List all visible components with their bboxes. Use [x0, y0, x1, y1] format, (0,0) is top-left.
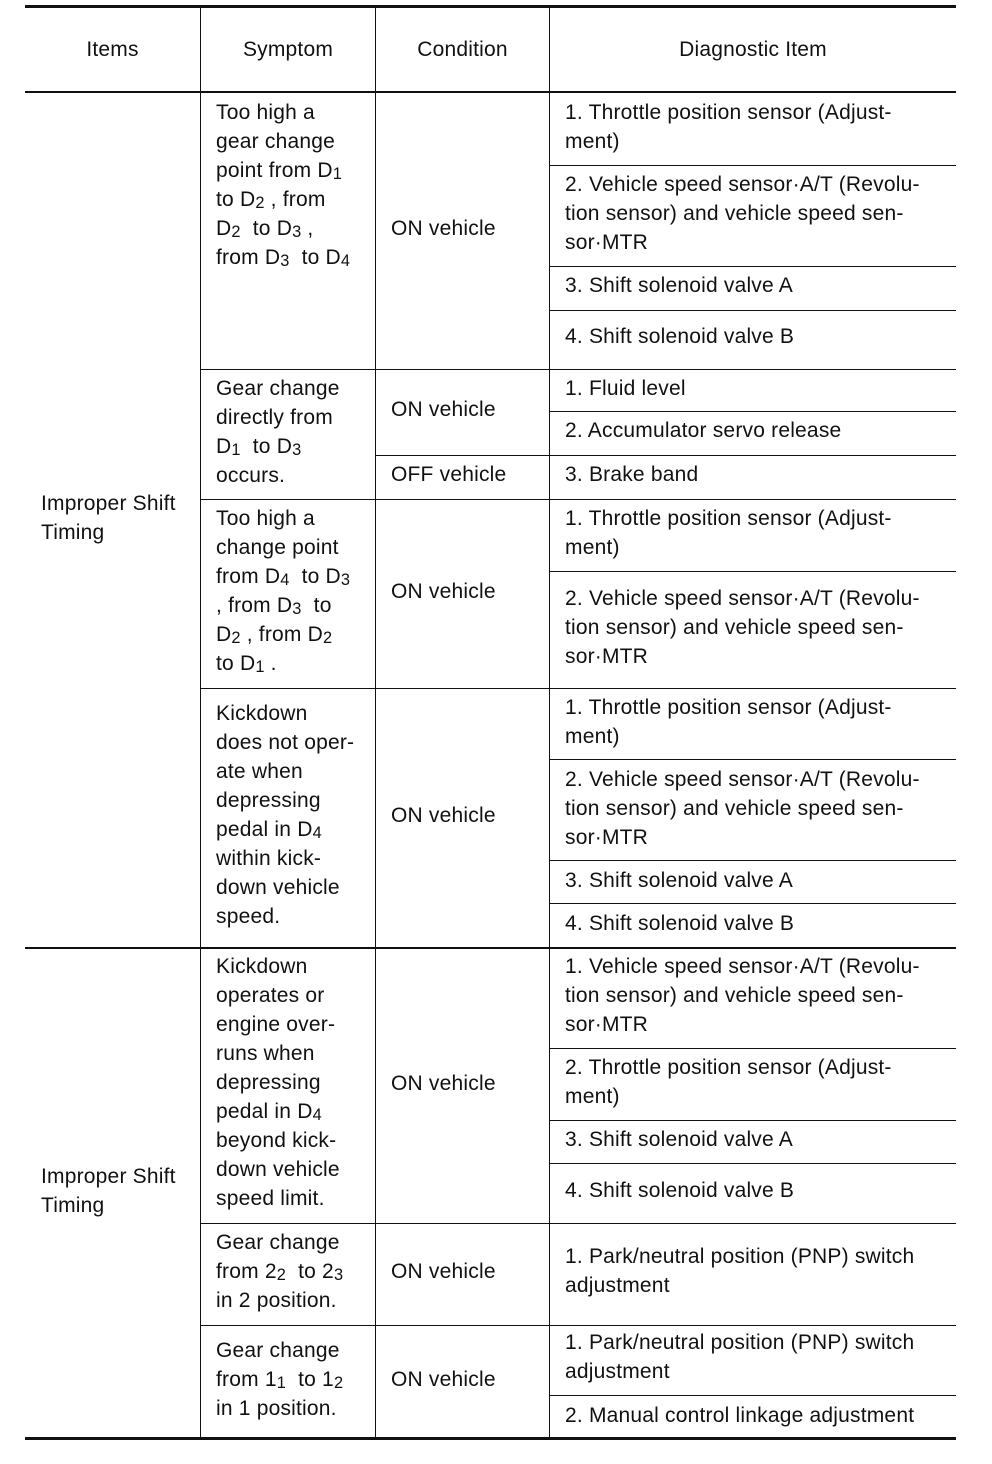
condition-cell: OFF vehicle — [391, 463, 507, 486]
row-rule — [200, 369, 956, 370]
diagnostic-item: 2. Throttle position sensor (Adjust- ment) — [565, 1056, 892, 1108]
diagnostic-item: 1. Throttle position sensor (Adjust- ment) — [565, 507, 892, 559]
condition-cell: ON vehicle — [391, 217, 496, 240]
symptom-cell: Gear change directly from $D_1$ to $D_3$ occurs. — [216, 377, 340, 487]
diagnostic-item: 4. Shift solenoid valve B — [565, 1179, 795, 1202]
diag-rule — [549, 266, 956, 267]
row-rule — [200, 1325, 956, 1326]
diagnostic-item: 1. Throttle position sensor (Adjust- ment) — [565, 101, 892, 153]
diagnostic-item: 2. Vehicle speed sensor·A/T (Revolu- tion sensor) and vehicle speed sen- sor·MTR — [565, 768, 920, 849]
condition-cell: ON vehicle — [391, 804, 496, 827]
diagnostic-item: 2. Manual control linkage adjustment — [565, 1404, 915, 1427]
condition-cell: ON vehicle — [391, 580, 496, 603]
row-rule — [375, 455, 549, 456]
group-divider-rule — [25, 947, 956, 949]
diagnostic-table — [25, 5, 956, 1442]
diag-rule — [549, 903, 956, 904]
condition-cell: ON vehicle — [391, 398, 496, 421]
symptom-cell: Kickdown does not oper- ate when depressing pedal in $D_4$ within kick- down vehicle speed. — [216, 702, 355, 928]
header-condition — [376, 8, 549, 91]
symptom-cell: Too high a change point from $D_4$ to $D_3$ , from $D_3$ to $D_2$ , from $D_2$ to $D_1$ . — [216, 507, 351, 676]
symptom-cell: Gear change from $1_1$ to $1_2$ in 1 position. — [216, 1339, 344, 1420]
diagnostic-item: 1. Vehicle speed sensor·A/T (Revolu- tion sensor) and vehicle speed sen- sor·MTR — [565, 955, 920, 1036]
header-bottom-rule — [25, 91, 956, 93]
diagnostic-item: 2. Accumulator servo release — [565, 419, 842, 442]
condition-cell: ON vehicle — [391, 1260, 496, 1283]
diagnostic-item: 2. Vehicle speed sensor·A/T (Revolu- tion sensor) and vehicle speed sen- sor·MTR — [565, 587, 920, 668]
diag-rule — [549, 571, 956, 572]
row-rule — [200, 1223, 956, 1224]
header-diagnostic-item-label: Diagnostic Item — [679, 38, 827, 61]
symptom-cell: Too high a gear change point from $D_1$ to $D_2$ , from $D_2$ to $D_3$ , from $D_3$ to $D_4$ — [216, 101, 351, 270]
diag-rule — [549, 759, 956, 760]
condition-cell: ON vehicle — [391, 1368, 496, 1391]
table-bottom-rule — [25, 1437, 956, 1440]
items-cell-group-1: Improper Shift Timing — [41, 492, 176, 544]
header-diagnostic-item — [550, 8, 956, 91]
diag-rule — [549, 165, 956, 166]
diagnostic-item: 2. Vehicle speed sensor·A/T (Revolu- tion sensor) and vehicle speed sen- sor·MTR — [565, 173, 920, 254]
diag-rule — [549, 860, 956, 861]
column-rule — [549, 5, 550, 1439]
diag-rule — [549, 1395, 956, 1396]
column-rule — [200, 5, 201, 1439]
diag-rule — [549, 1163, 956, 1164]
diagnostic-item: 3. Brake band — [565, 463, 699, 486]
diagnostic-item: 1. Throttle position sensor (Adjust- ment) — [565, 696, 892, 748]
header-items — [25, 8, 200, 91]
condition-cell: ON vehicle — [391, 1072, 496, 1095]
header-symptom — [201, 8, 375, 91]
diagnostic-item: 3. Shift solenoid valve A — [565, 1128, 793, 1151]
header-condition-label: Condition — [417, 38, 508, 61]
diagnostic-item: 1. Park/neutral position (PNP) switch adjustment — [565, 1245, 915, 1297]
diag-rule — [549, 1048, 956, 1049]
symptom-cell: Gear change from $2_2$ to $2_3$ in 2 position. — [216, 1231, 344, 1312]
diagnostic-item: 3. Shift solenoid valve A — [565, 274, 793, 297]
row-rule — [200, 688, 956, 689]
column-rule — [375, 5, 376, 1439]
header-items-label: Items — [86, 38, 139, 61]
diagnostic-item: 3. Shift solenoid valve A — [565, 869, 793, 892]
diagnostic-item: 4. Shift solenoid valve B — [565, 325, 795, 348]
diagnostic-item: 4. Shift solenoid valve B — [565, 912, 795, 935]
symptom-cell: Kickdown operates or engine over- runs when depressing pedal in $D_4$ beyond kick- down vehicle speed limit. — [216, 955, 340, 1210]
diagnostic-item: 1. Fluid level — [565, 377, 686, 400]
items-cell-group-2: Improper Shift Timing — [41, 1165, 176, 1217]
diag-rule — [549, 455, 956, 456]
diag-rule — [549, 310, 956, 311]
diag-rule — [549, 411, 956, 412]
diagnostic-item: 1. Park/neutral position (PNP) switch adjustment — [565, 1331, 915, 1383]
header-symptom-label: Symptom — [242, 38, 334, 61]
row-rule — [200, 499, 956, 500]
diag-rule — [549, 1120, 956, 1121]
